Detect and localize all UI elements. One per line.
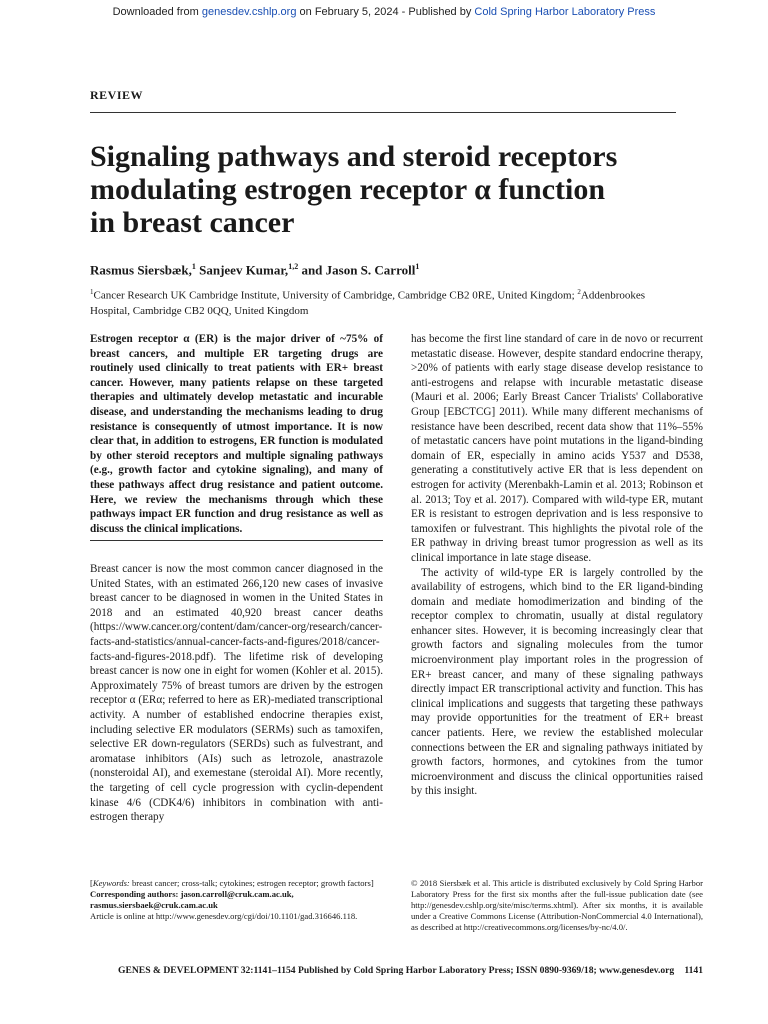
page-number: 1141 xyxy=(684,965,703,976)
affil-sup-1: 1 xyxy=(90,288,94,296)
affil-text-2: Addenbrookes Hospital, Cambridge CB2 0QQ, United Kingdom xyxy=(90,289,646,317)
keywords: [Keywords: breast cancer; cross-talk; cytokines; estrogen receptor; growth factors] xyxy=(90,878,374,888)
corresponding-emails[interactable]: jason.carroll@cruk.cam.ac.uk, rasmus.siersbaek@cruk.cam.ac.uk xyxy=(90,889,294,910)
corresponding-label: Corresponding authors: xyxy=(90,889,181,899)
article-online: Article is online at http://www.genesdev.org/cgi/doi/10.1101/gad.316646.118. xyxy=(90,911,358,921)
site-link[interactable]: genesdev.cshlp.org xyxy=(201,6,297,18)
author-affil-sup: 1 xyxy=(191,262,196,271)
download-banner xyxy=(0,6,768,18)
affil-text-1: Cancer Research UK Cambridge Institute, University of Cambridge, Cambridge CB2 0RE, United Kingdom; xyxy=(93,289,578,302)
copyright-notice: © 2018 Siersbæk et al. This article is distributed exclusively by Cold Spring Harbor Laboratory Press for the first six months after the full-issue publication date (see http://genesdev.cshlp.org/site/misc/terms.xhtml). After six months, it is available under a Creative Commons License (Attribution-NonCommercial 4.0 International), as described at http://creativecommons.org/licenses/by-nc/4.0/. xyxy=(411,878,703,932)
title-line-1: Signaling pathways and steroid receptors xyxy=(90,140,618,173)
title-line-3: in breast cancer xyxy=(90,206,295,239)
affil-sup-2: 2 xyxy=(577,288,581,296)
banner-prefix: Downloaded from xyxy=(112,6,202,18)
title-line-2: modulating estrogen receptor α function xyxy=(90,173,606,206)
author-affil-sup: 1 xyxy=(415,262,420,271)
body-column-right xyxy=(411,332,703,799)
abstract xyxy=(90,332,383,536)
body-paragraph: The activity of wild-type ER is largely controlled by the availability of estrogens, which bind to the ER ligand-binding domain and mediate homodimerization and binding of the receptor complex to chromatin, usually at distal regulatory enhancer sites. However, it is becoming increasingly clear that growth factors and signaling molecules from the tumor microenvironment play important roles in the progression of ER+ breast cancer, and many of these signaling pathways directly impact ER transcriptional activity and function. This has clinical implications and suggests that targeting these pathways may provide opportunities for the treatment of ER+ breast cancer patients. Here, we review the established molecular connections between the ER and signaling pathways initiated by growth factors, hormones, and cytokines from the tumor microenvironment and discuss the clinical opportunities raised by this insight. xyxy=(411,566,703,798)
affiliations xyxy=(90,285,680,319)
author-name: Rasmus Siersbæk, xyxy=(90,262,192,278)
author-name: and Jason S. Carroll xyxy=(301,262,416,278)
section-label: REVIEW xyxy=(90,88,144,102)
author-name: Sanjeev Kumar, xyxy=(199,262,289,278)
author-list xyxy=(90,262,419,278)
abstract-rule xyxy=(90,540,383,541)
body-paragraph: has become the first line standard of care in de novo or recurrent metastatic disease. However, despite standard endocrine therapy, >20% of patients with early stage disease develop resistance to anti-estrogens and relapse with incurable metastatic disease (Mauri et al. 2006; Early Breast Cancer Trialists' Collaborative Group [EBCTCG] 2011). While many different mechanisms of resistance have been described, recent data show that 11%–55% of metastatic cancers have point mutations in the ligand-binding domain of ER, especially in amino acids Y537 and D538, generating a constitutively active ER that is less dependent on estrogen for activity (Merenbakh-Lamin et al. 2013; Robinson et al. 2013; Toy et al. 2017). Compared with wild-type ER, mutant ER is resistant to estrogen deprivation and is less responsive to tamoxifen or fulvestrant. This highlights the pivotal role of the ER pathway in driving breast tumor progression as well as its clinical importance in late stage disease. xyxy=(411,333,703,564)
header-rule xyxy=(90,112,676,113)
banner-middle: on February 5, 2024 - Published by xyxy=(296,6,475,18)
corresponding-authors xyxy=(90,889,385,911)
footnote-left xyxy=(90,878,385,922)
body-paragraph: Breast cancer is now the most common cancer diagnosed in the United States, with an estimated 266,120 new cases of invasive breast cancer to be diagnosed in women in the United States in 2018 and an estimated 40,920 breast cancer deaths (https://www.cancer.org/content/dam/cancer-org/research/cancer-facts-and-statistics/annual-cancer-facts-and-figures/2018/cancer-facts-and-figures-2018.pdf). The lifetime risk of developing breast cancer is now one in eight for women (Kohler et al. 2015). Approximately 75% of breast tumors are driven by the estrogen receptor α (ERα; referred to here as ER)-mediated transcriptional activity. A number of established endocrine therapies exist, including selective ER modulators (SERMs) such as tamoxifen, selective ER down-regulators (SERDs) such as fulvestrant, and aromatase inhibitors (AIs) such as letrozole, anastrazole (nonsteroidal AI), and exemestane (steroidal AI). More recently, the targeting of cell cycle progression with cyclin-dependent kinase 4/6 (CDK4/6) inhibitors in combination with anti-estrogen therapy xyxy=(90,563,383,824)
keywords-text: breast cancer; cross-talk; cytokines; estrogen receptor; growth factors xyxy=(129,878,371,888)
author-affil-sup: 1,2 xyxy=(288,262,299,271)
journal-citation: GENES & DEVELOPMENT 32:1141–1154 Published by Cold Spring Harbor Laboratory Press; ISSN 0890-9369/18; www.genesdev.org xyxy=(118,965,675,976)
body-column-left xyxy=(90,562,383,825)
article-title xyxy=(90,140,690,239)
keywords-label: Keywords: xyxy=(92,878,130,888)
publisher-link[interactable]: Cold Spring Harbor Laboratory Press xyxy=(474,6,656,18)
abstract-text: Estrogen receptor α (ER) is the major driver of ~75% of breast cancers, and multiple ER targeting drugs are routinely used clinically to treat patients with ER+ breast cancer. However, many patients relapse on these targeted therapies and ultimately develop metastatic and incurable disease, and understanding the mechanisms leading to drug resistance is consequently of utmost importance. It is now clear that, in addition to estrogens, ER function is modulated by other steroid receptors and multiple signaling pathways (e.g., growth factor and cytokine signaling), and many of these pathways affect drug resistance and patient outcome. Here, we review the mechanisms through which these pathways impact ER function and drug resistance as well as discuss the clinical implications. xyxy=(90,333,383,535)
